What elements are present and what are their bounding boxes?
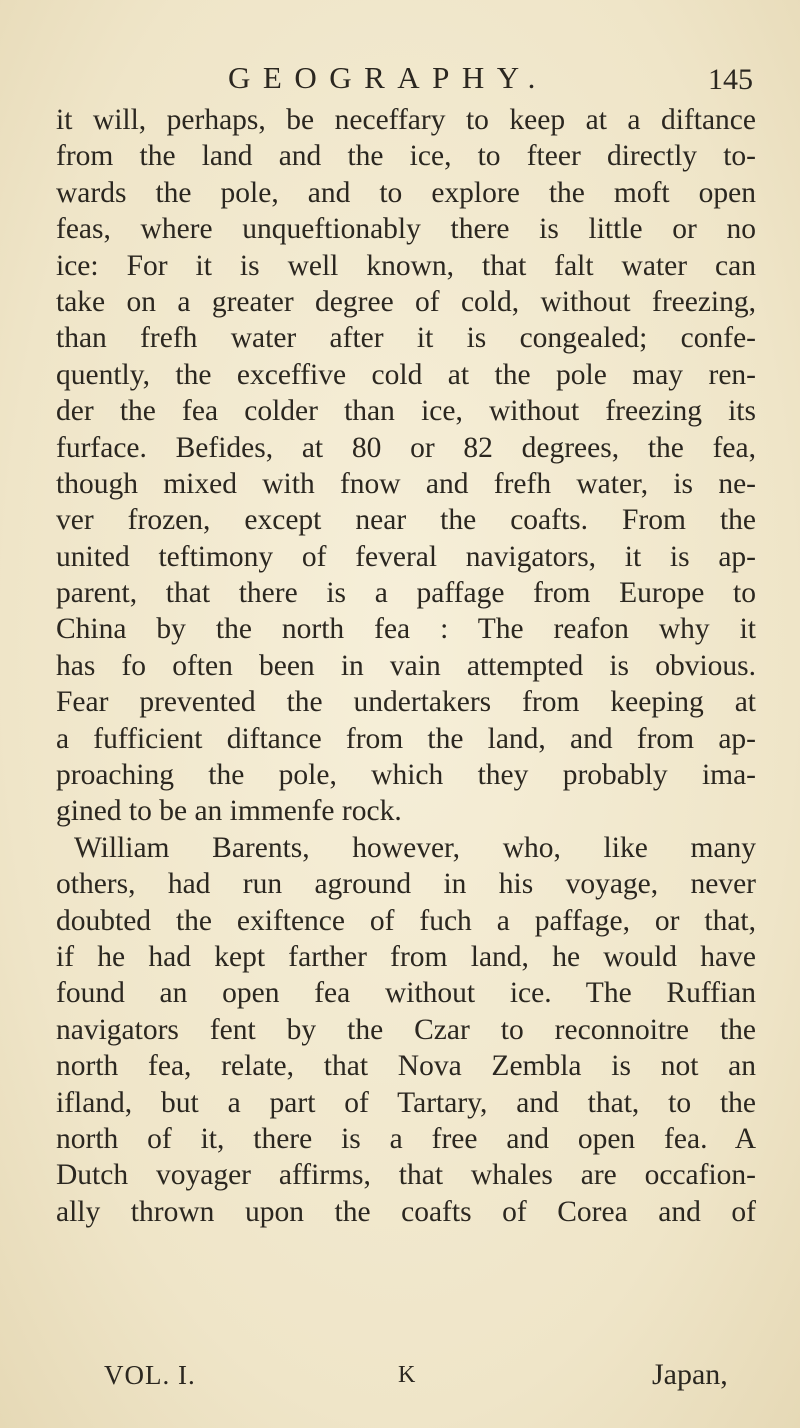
text-line: north fea, relate, that Nova Zembla is not an xyxy=(56,1050,756,1083)
text-line: it will, perhaps, be neceffary to keep at a diftance xyxy=(56,104,756,136)
signature-mark: K xyxy=(398,1362,416,1388)
text-line: doubted the exiftence of fuch a paffage, or that, xyxy=(56,904,756,937)
text-line: Dutch voyager affirms, that whales are occafion- xyxy=(56,1159,756,1192)
text-line: united teftimony of feveral navigators, it is ap- xyxy=(56,540,756,573)
text-line: ally thrown upon the coafts of Corea and of xyxy=(56,1195,756,1228)
text-line: quently, the exceffive cold at the pole may ren- xyxy=(56,358,756,391)
text-line: found an open fea without ice. The Ruffian xyxy=(56,977,756,1010)
running-title: GEOGRAPHY. xyxy=(228,60,548,95)
text-line: Fear prevented the undertakers from keeping at xyxy=(56,686,756,719)
text-line: though mixed with fnow and frefh water, is ne- xyxy=(56,467,756,500)
text-line: parent, that there is a paffage from Europe to xyxy=(56,577,756,610)
catchword: Japan, xyxy=(652,1358,728,1391)
text-line: feas, where unqueftionably there is little or no xyxy=(56,213,756,246)
page-number: 145 xyxy=(708,63,753,96)
text-line: a fufficient diftance from the land, and from ap- xyxy=(56,722,756,755)
page-footer xyxy=(0,1355,800,1395)
running-head xyxy=(0,58,800,98)
text-line: has fo often been in vain attempted is obvious. xyxy=(56,649,756,682)
text-line: China by the north fea : The reafon why it xyxy=(56,613,756,646)
text-line: others, had run aground in his voyage, never xyxy=(56,868,756,901)
body-text xyxy=(56,102,756,1230)
text-line: wards the pole, and to explore the moft open xyxy=(56,176,756,209)
text-line: furface. Befides, at 80 or 82 degrees, the fea, xyxy=(56,431,756,464)
text-line: north of it, there is a free and open fea. A xyxy=(56,1122,756,1155)
text-line: der the fea colder than ice, without freezing its xyxy=(56,395,756,428)
text-line: than frefh water after it is congealed; confe- xyxy=(56,322,756,355)
text-line: proaching the pole, which they probably ima- xyxy=(56,759,756,792)
text-line: ver frozen, except near the coafts. From the xyxy=(56,504,756,537)
text-line-paragraph-start: William Barents, however, who, like many xyxy=(74,831,756,864)
text-line: ifland, but a part of Tartary, and that, to the xyxy=(56,1086,756,1119)
text-line: take on a greater degree of cold, without freezing, xyxy=(56,285,756,318)
text-line-paragraph-end: gined to be an immenfe rock. xyxy=(56,795,402,828)
volume-signature: VOL. I. xyxy=(104,1360,196,1390)
text-line: from the land and the ice, to fteer directly to- xyxy=(56,140,756,173)
text-line: ice: For it is well known, that falt water can xyxy=(56,249,756,282)
text-line: navigators fent by the Czar to reconnoitre the xyxy=(56,1013,756,1046)
text-line: if he had kept farther from land, he would have xyxy=(56,940,756,973)
